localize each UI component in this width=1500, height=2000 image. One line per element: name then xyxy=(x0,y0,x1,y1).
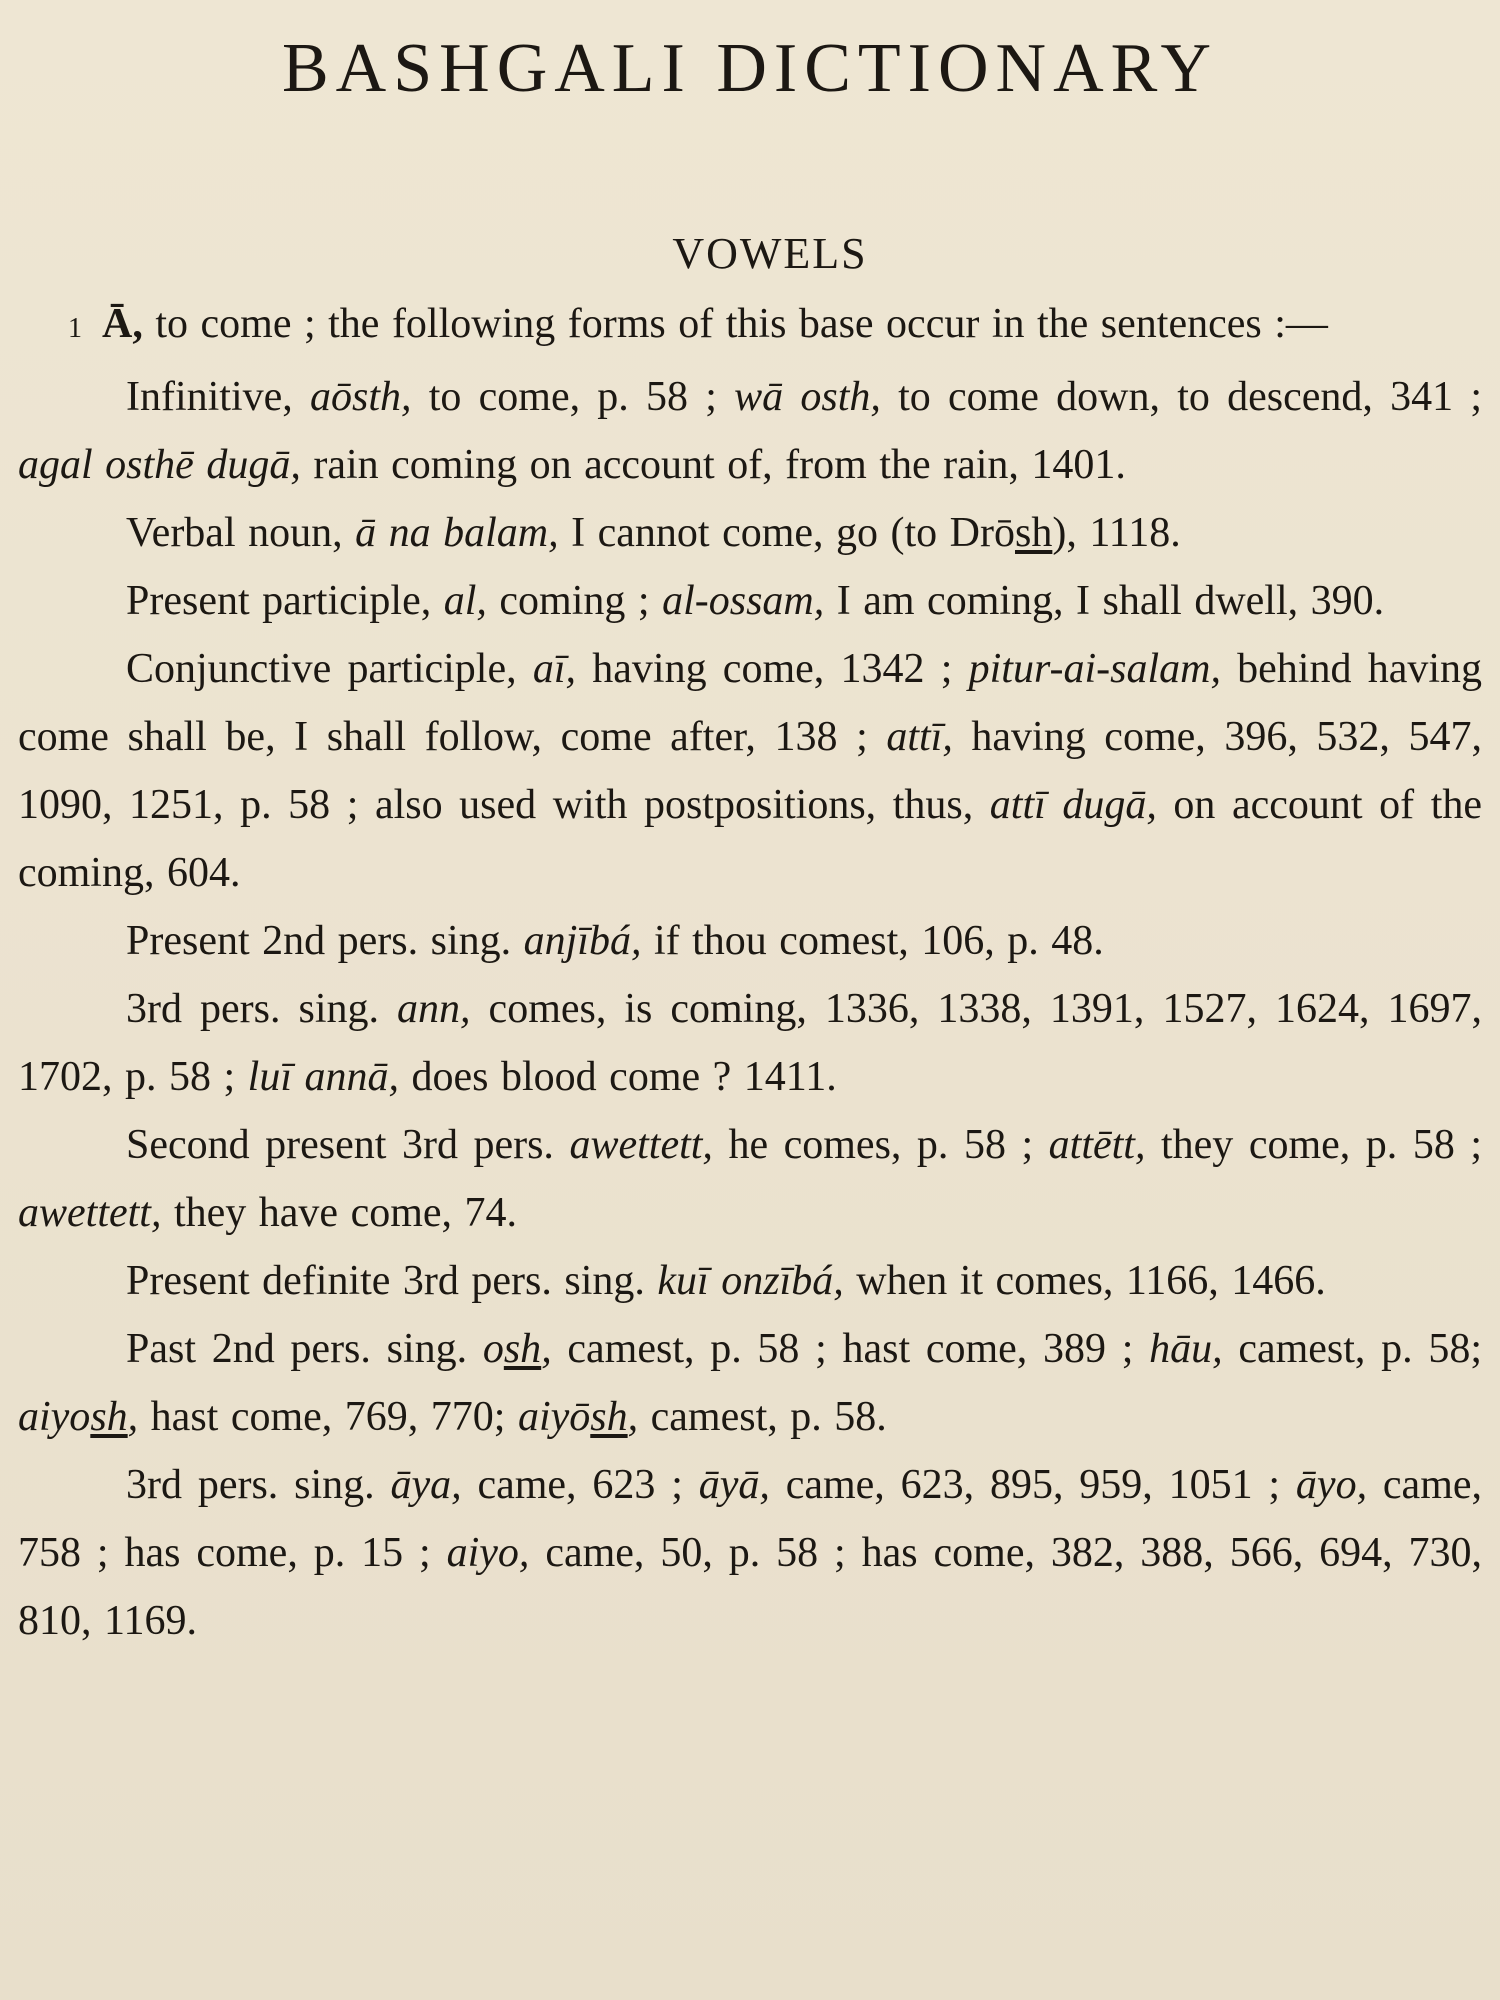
text: came, 623 ; xyxy=(461,1462,699,1508)
paragraph-present-definite xyxy=(18,1247,1482,1315)
paragraph-3rd-pers-past xyxy=(18,1451,1482,1655)
text: Second present 3rd pers. xyxy=(126,1122,570,1168)
form: attī, xyxy=(886,714,953,760)
form: ann, xyxy=(397,986,471,1032)
form: awettett, xyxy=(18,1190,162,1236)
paragraph-present-2nd xyxy=(18,907,1482,975)
text: , xyxy=(627,1394,639,1440)
text: camest, p. 58. xyxy=(638,1394,887,1440)
form: al, xyxy=(443,578,487,624)
form: luī annā, xyxy=(247,1054,400,1100)
underlined-text: sh xyxy=(590,1394,628,1440)
text: to come down, to descend, 341 ; xyxy=(880,374,1482,420)
text: does blood come ? 1411. xyxy=(399,1054,837,1100)
text: came, 758 ; has come, p. 15 ; xyxy=(18,1462,1482,1576)
text: having come, 1342 ; xyxy=(576,646,969,692)
form: anjībá, xyxy=(523,918,642,964)
text: Present participle, xyxy=(126,578,444,624)
text: ), 1118. xyxy=(1052,510,1181,556)
entry-intro xyxy=(18,290,1482,363)
form: agal osthē dugā, xyxy=(18,442,301,488)
text: aiyo xyxy=(18,1394,91,1440)
paragraph-verbal-noun xyxy=(18,499,1482,567)
form: āya, xyxy=(390,1462,462,1508)
text: coming ; xyxy=(486,578,663,624)
text: camest, p. 58 ; hast come, 389 ; xyxy=(551,1326,1150,1372)
text: Present 2nd pers. sing. xyxy=(126,918,524,964)
text: having come, 396, 532, 547, 1090, 1251, p. 58 ; also used with postpositions, thus, xyxy=(18,714,1482,828)
text: , xyxy=(541,1326,552,1372)
form: aī, xyxy=(532,646,577,692)
text: on account of the coming, 604. xyxy=(18,782,1483,896)
text: came, 623, 895, 959, 1051 ; xyxy=(769,1462,1296,1508)
form xyxy=(18,1394,138,1440)
text: Verbal noun, xyxy=(126,510,356,556)
headword: Ā, xyxy=(102,301,143,347)
text: if thou comest, 106, p. 48. xyxy=(641,918,1104,964)
text: 3rd pers. sing. xyxy=(126,986,398,1032)
paragraph-past-2nd xyxy=(18,1315,1482,1451)
text: hast come, 769, 770; xyxy=(138,1394,518,1440)
paragraph-conjunctive-participle xyxy=(18,635,1482,907)
text: rain coming on account of, from the rain, 1401. xyxy=(300,442,1126,488)
paragraph-second-present xyxy=(18,1111,1482,1247)
text: 3rd pers. sing. xyxy=(126,1462,391,1508)
form: pitur-ai-salam, xyxy=(968,646,1221,692)
text: comes, is coming, 1336, 1338, 1391, 1527, 1624, 1697, 1702, p. 58 ; xyxy=(18,986,1482,1100)
underlined-text: sh xyxy=(90,1394,128,1440)
paragraph-3rd-pers xyxy=(18,975,1482,1111)
text: to come, p. 58 ; xyxy=(411,374,735,420)
entry-number: 1 xyxy=(68,313,82,344)
paragraph-infinitive xyxy=(18,363,1482,499)
underlined-text: sh xyxy=(503,1326,542,1372)
form xyxy=(518,1394,638,1440)
text: I cannot come, go (to Drō xyxy=(558,510,1015,556)
text: Infinitive, xyxy=(126,374,311,420)
text: they have come, 74. xyxy=(161,1190,518,1236)
text: behind having come shall be, I shall follow, come after, 138 ; xyxy=(18,646,1483,760)
form: attētt, xyxy=(1048,1122,1146,1168)
text: I am coming, I shall dwell, 390. xyxy=(824,578,1385,624)
text: Past 2nd pers. sing. xyxy=(126,1326,483,1372)
entry-intro-text: to come ; the following forms of this base occur in the sentences :— xyxy=(142,301,1328,347)
text: he comes, p. 58 ; xyxy=(712,1122,1049,1168)
form xyxy=(483,1326,552,1372)
form: āyā, xyxy=(698,1462,770,1508)
text: , xyxy=(127,1394,139,1440)
text: aiyō xyxy=(517,1394,591,1440)
text: Present definite 3rd pers. sing. xyxy=(126,1258,658,1304)
form: wā osth, xyxy=(734,374,881,420)
form: ā na balam, xyxy=(355,510,559,556)
underlined-text: sh xyxy=(1015,510,1053,556)
form: al-ossam, xyxy=(662,578,825,624)
text: when it comes, 1166, 1466. xyxy=(843,1258,1326,1304)
text: Conjunctive participle, xyxy=(126,646,533,692)
text: o xyxy=(482,1326,504,1372)
form: attī dugā, xyxy=(989,782,1157,828)
form: aiyo, xyxy=(446,1530,530,1576)
paragraph-present-participle xyxy=(18,567,1482,635)
form: aōsth, xyxy=(310,374,412,420)
text: camest, p. 58; xyxy=(1222,1326,1483,1372)
form: āyo, xyxy=(1295,1462,1368,1508)
text: they come, p. 58 ; xyxy=(1145,1122,1482,1168)
section-heading: VOWELS xyxy=(672,229,868,278)
form: hāu, xyxy=(1149,1326,1223,1372)
form: kuī onzībá, xyxy=(657,1258,844,1304)
text: came, 50, p. 58 ; has come, 382, 388, 566, 694, 730, 810, 1169. xyxy=(18,1530,1483,1644)
page-title: BASHGALI DICTIONARY xyxy=(281,30,1219,107)
form: awettett, xyxy=(569,1122,713,1168)
